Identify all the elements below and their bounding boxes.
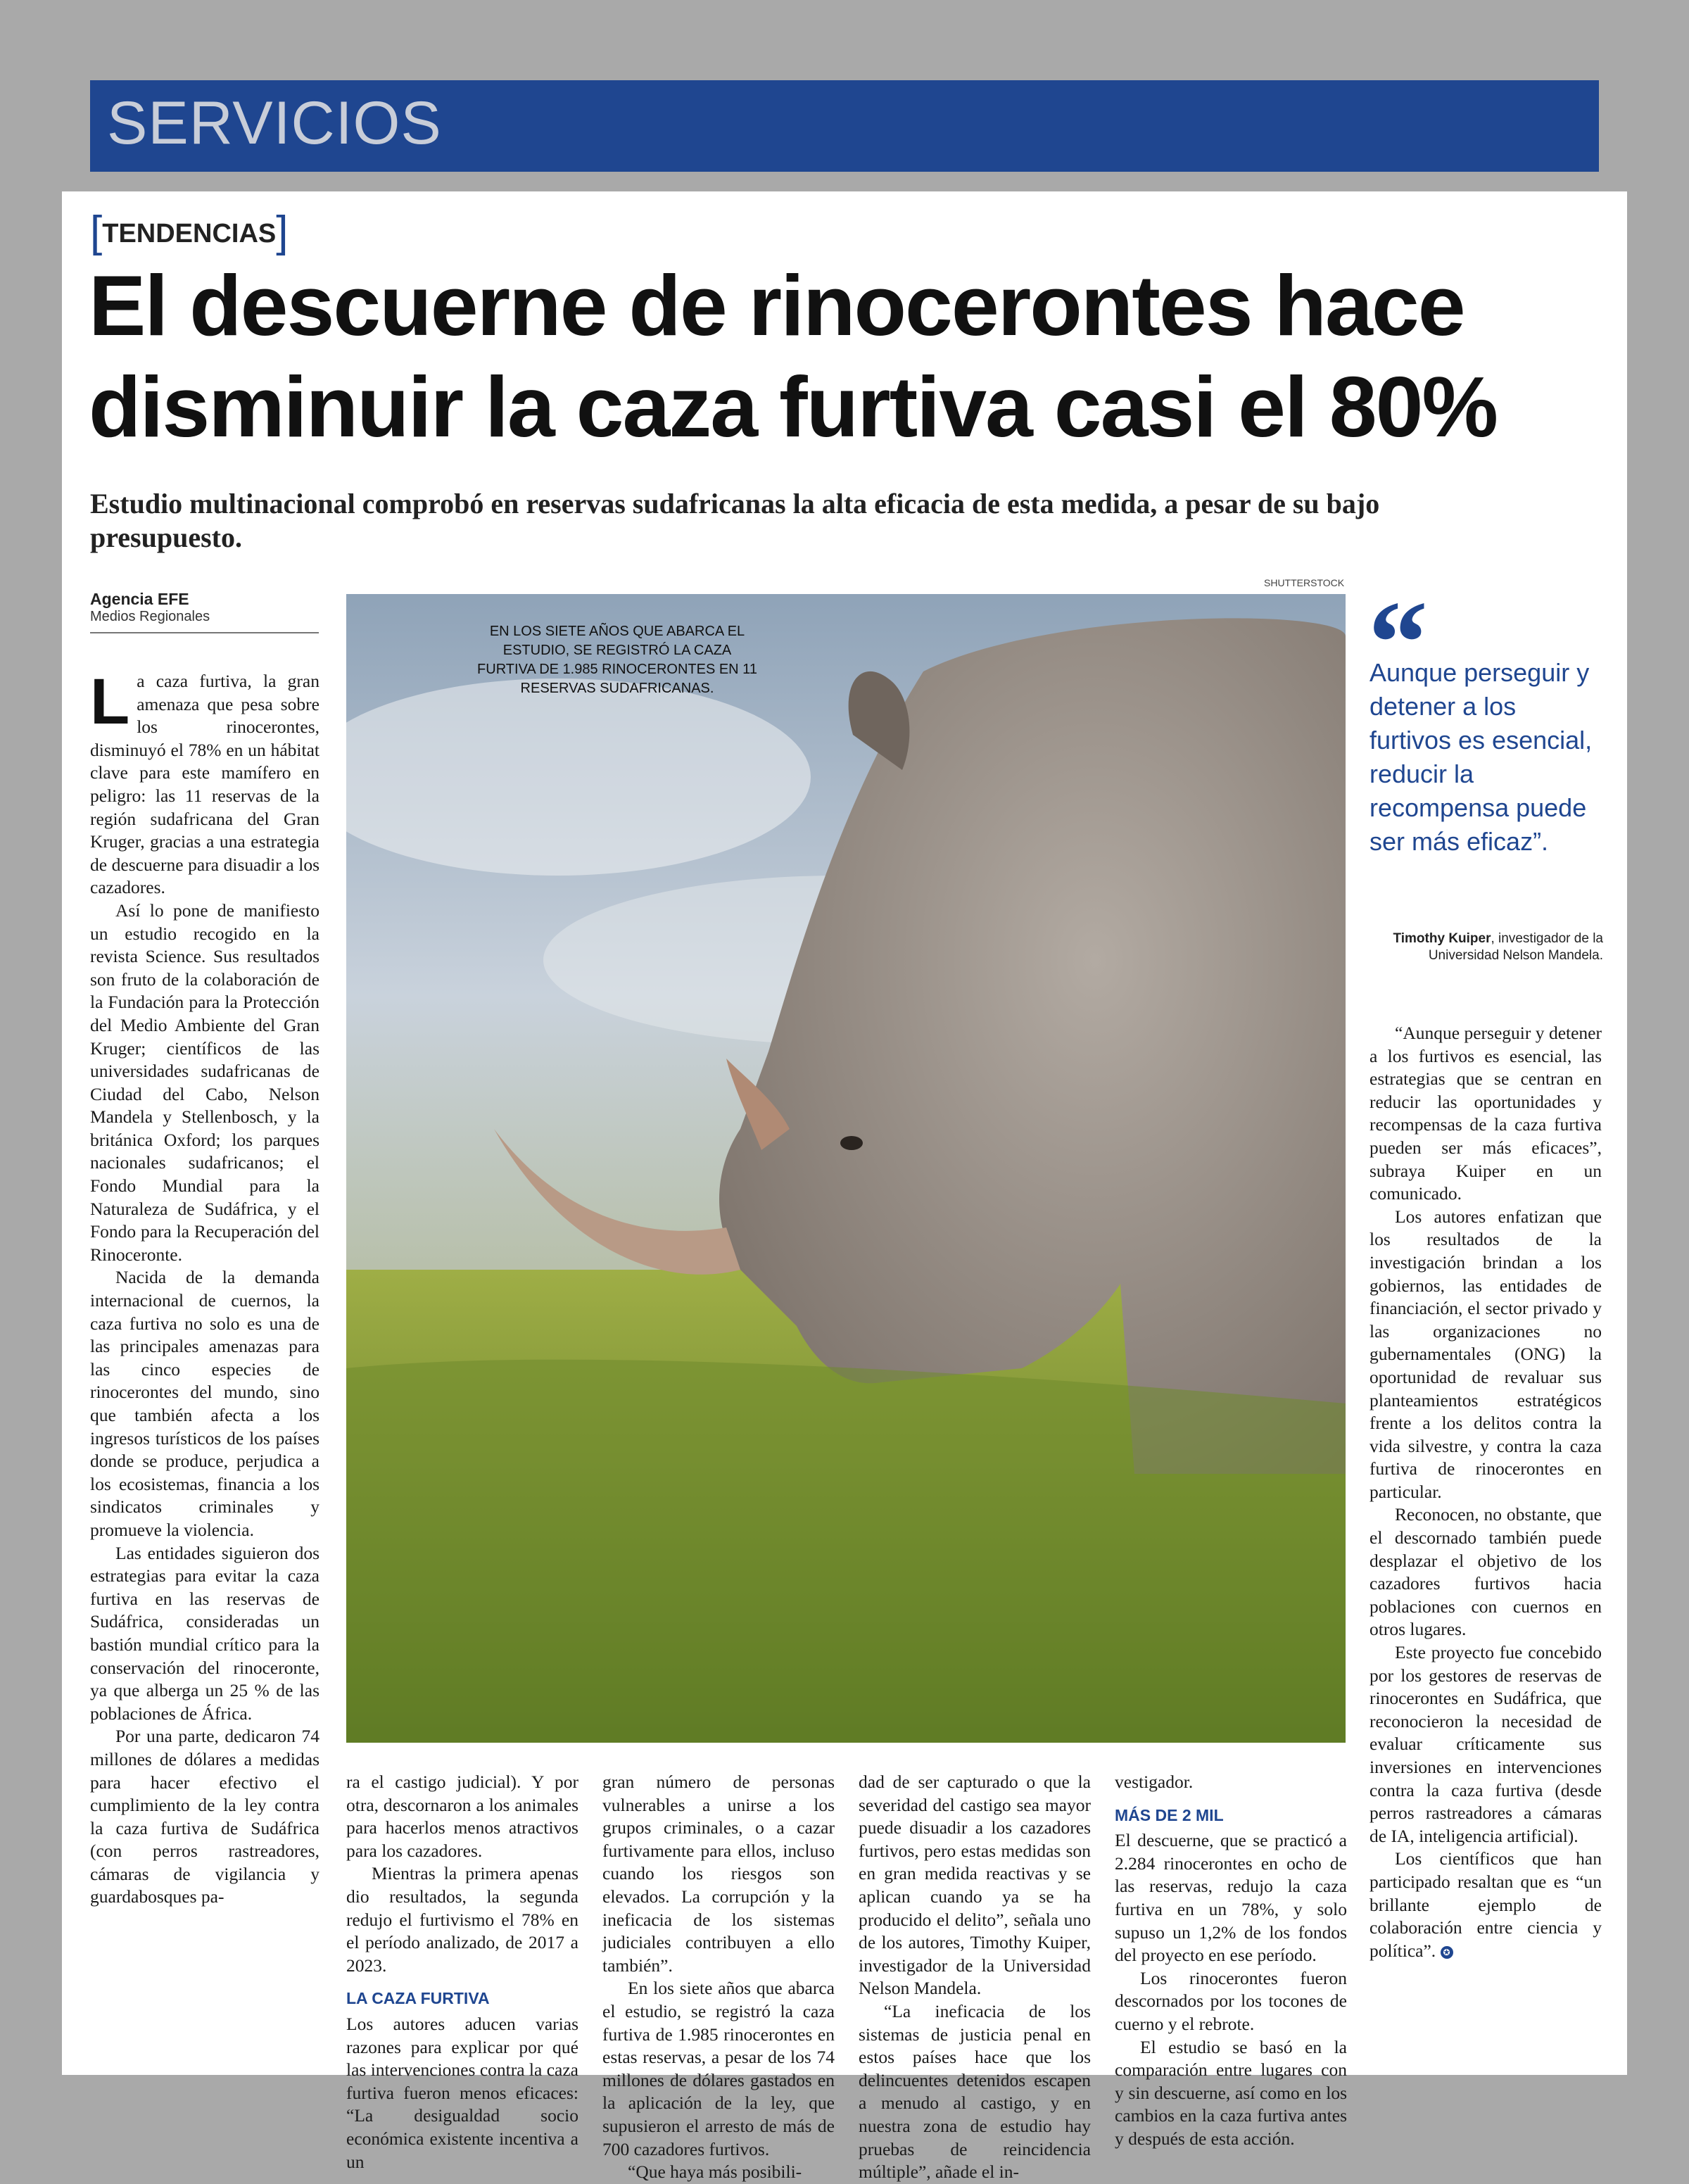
lead-text: a caza furtiva, la gran amenaza que pesa sobre los rinocerontes, disminuyó el 78% en un hábitat clave para este mamífero en peligro: las 11 reservas de la región sudafricana del Gran Kruger, gracias a una estrategia de descuerne para disuadir a los cazadores. [90, 671, 320, 898]
byline [90, 590, 319, 633]
body-column-5 [1115, 1771, 1347, 2151]
kicker-label: TENDENCIAS [102, 219, 277, 248]
paragraph: gran número de personas vulnerables a unirse a los grupos criminales, o a cazar furtivamente para ellos, incluso cuando los riesgos son elevados. La corrupción y la ineficacia de los sistemas judiciales contribuyen a ello también”. [602, 1772, 835, 1976]
deck: Estudio multinacional comprobó en reservas sudafricanas la alta eficacia de esta medida, a pesar de su bajo presupuesto. [90, 488, 1380, 553]
byline-desk: Medios Regionales [90, 609, 210, 624]
paragraph: “Aunque perseguir y detener a los furtivos es esencial, las estrategias que se centran en reducir las oportunidades y recompensas de la caza furtiva pueden ser más eficaces”, subraya Kuiper en un comunicado. [1369, 1023, 1602, 1204]
body-column-4 [859, 1771, 1091, 2184]
body-column-6 [1369, 1022, 1602, 1962]
paragraph: Mientras la primera apenas dio resultados, la segunda redujo el furtivismo el 78% en el período analizado, de 2017 a 2023. [346, 1863, 578, 1976]
paragraph: “Que haya más posibili- [628, 2161, 802, 2183]
pullquote-role: , investigador de la Universidad Nelson Mandela. [1428, 931, 1603, 963]
paragraph: El descuerne, que se practicó a 2.284 rinocerontes en ocho de las reservas, redujo la caza furtiva en un 78%, y solo supuso un 1,2% de los fondos del proyecto en ese período. [1115, 1830, 1347, 1966]
paragraph: Los rinocerontes fueron descornados por los tocones de cuerno y el rebrote. [1115, 1967, 1347, 2034]
photo-credit: SHUTTERSTOCK [1264, 577, 1345, 588]
photo-caption: EN LOS SIETE AÑOS QUE ABARCA EL ESTUDIO, SE REGISTRÓ LA CAZA FURTIVA DE 1.985 RINOCERONTES EN 11 RESERVAS SUDAFRICANAS. [477, 624, 757, 696]
pullquote-name: Timothy Kuiper [1393, 931, 1491, 946]
rhino-eye [840, 1136, 863, 1150]
paragraph: vestigador. [1115, 1772, 1194, 1792]
kicker: [TENDENCIAS] [90, 208, 289, 256]
paragraph: Los autores aducen varias razones para explicar por qué las intervenciones contra la caza furtiva fueron menos eficaces: “La desigualdad socio económica existente incentiva a un [346, 2013, 578, 2172]
paragraph: Este proyecto fue concebido por los gestores de reservas de rinocerontes en Sudáfrica, que reconocieron la necesidad de evaluar críticamente sus inversiones en intervenciones contra la caza furtiva (desde perros rastreadores a cámaras de IA, inteligencia artificial). [1369, 1642, 1602, 1846]
headline: El descuerne de rinocerontes hace disminuir la caza furtiva casi el 80% [89, 258, 1497, 455]
section-banner [90, 80, 1599, 172]
section-title: SERVICIOS [107, 89, 442, 157]
paragraph: En los siete años que abarca el estudio, se registró la caza furtiva de 1.985 rinocerontes en estas reservas, a pesar de los 74 millones de dólares gastados en la aplicación de la ley, que supusieron el arresto de más de 700 cazadores furtivos. [602, 1978, 835, 2159]
subheading: MÁS DE 2 MIL [1115, 1805, 1224, 1824]
paragraph: Nacida de la demanda internacional de cuernos, la caza furtiva no solo es una de las principales amenazas para las cinco especies de rinocerontes del mundo, sino que también afecta a los ingresos turísticos de los países donde se produce, perjudica a los ecosistemas, financia a los sindicatos criminales y promueve la violencia. [90, 1267, 320, 1540]
paragraph: ra el castigo judicial). Y por otra, descornaron a los animales para hacerlos menos atractivos para los cazadores. [346, 1772, 578, 1861]
paragraph: dad de ser capturado o que la severidad del castigo sea mayor puede disuadir a los cazadores furtivos, pero estas medidas son en gran medida reactivas y se aplican cuando ya se ha producido el delito”, señala uno de los autores, Timothy Kuiper, investigador de la Universidad Nelson Mandela. [859, 1772, 1091, 1999]
subheading: LA CAZA FURTIVA [346, 1989, 490, 2008]
body-column-2 [346, 1771, 578, 2173]
body-column-1 [90, 666, 320, 1909]
paragraph: Por una parte, dedicaron 74 millones de dólares a medidas para hacer efectivo el cumplimiento de la ley contra la caza furtiva de Sudáfrica (con perros rastreadores, cámaras de vigilancia y guardabosques pa- [90, 1726, 320, 1907]
pullquote-attribution [1371, 930, 1603, 964]
byline-agency: Agencia EFE [90, 590, 189, 608]
end-mark-icon: ✪ [1441, 1946, 1453, 1959]
quote-mark-icon: “ [1368, 576, 1428, 709]
paragraph: Los autores enfatizan que los resultados de la investigación brindan a los gobiernos, las entidades de financiación, el sector privado y las organizaciones no gubernamentales (ONG) la oportunidad de revaluar sus planteamientos estratégicos frente a los delitos contra la vida silvestre, y contra la caza furtiva de rinocerontes en particular. [1369, 1206, 1602, 1502]
article-page [62, 191, 1627, 2183]
body-column-3 [602, 1771, 835, 2184]
paragraph: Reconocen, no obstante, que el descornado también puede desplazar el objetivo de los cazadores furtivos hacia poblaciones con cuernos en otros lugares. [1369, 1504, 1602, 1640]
paragraph [1369, 1848, 1602, 1962]
lead-paragraph [90, 666, 320, 900]
pullquote-text: Aunque perseguir y detener a los furtivos es esencial, reducir la recompensa puede ser más eficaz”. [1369, 658, 1593, 856]
foreground-grass [346, 1360, 1346, 1743]
dropcap: L [90, 666, 130, 738]
rhino-photo [346, 594, 1346, 1743]
paragraph: Las entidades siguieron dos estrategias para evitar la caza furtiva en las reservas de Sudáfrica, consideradas un bastión mundial crítico para la conservación del rinoceronte, ya que alberga un 25 % de las poblaciones de África. [90, 1542, 320, 1724]
closing-text: Los científicos que han participado resaltan que es “un brillante ejemplo de colaboración entre ciencia y política”. [1369, 1848, 1602, 1961]
paragraph: “La ineficacia de los sistemas de justicia penal en estos países hace que los delincuentes detenidos escapen a menudo al castigo, y en nuestra zona de estudio hay pruebas de reincidencia múltiple”, añade el in- [859, 2000, 1091, 2183]
paragraph: Así lo pone de manifiesto un estudio recogido en la revista Science. Sus resultados son fruto de la colaboración de la Fundación para la Protección del Medio Ambiente del Gran Kruger; científicos de las universidades sudafricanas de Ciudad del Cabo, Nelson Mandela y Stellenbosch, y la británica Oxford; los parques nacionales sudafricanos; el Fondo Mundial para la Naturaleza de Sudáfrica, y el Fondo para la Recuperación del Rinoceronte. [90, 900, 320, 1265]
rhino-illustration [346, 594, 1346, 1743]
paragraph: El estudio se basó en la comparación entre lugares con y sin descuerne, así como en los cambios en la caza furtiva antes y después de esta acción. [1115, 2036, 1347, 2149]
